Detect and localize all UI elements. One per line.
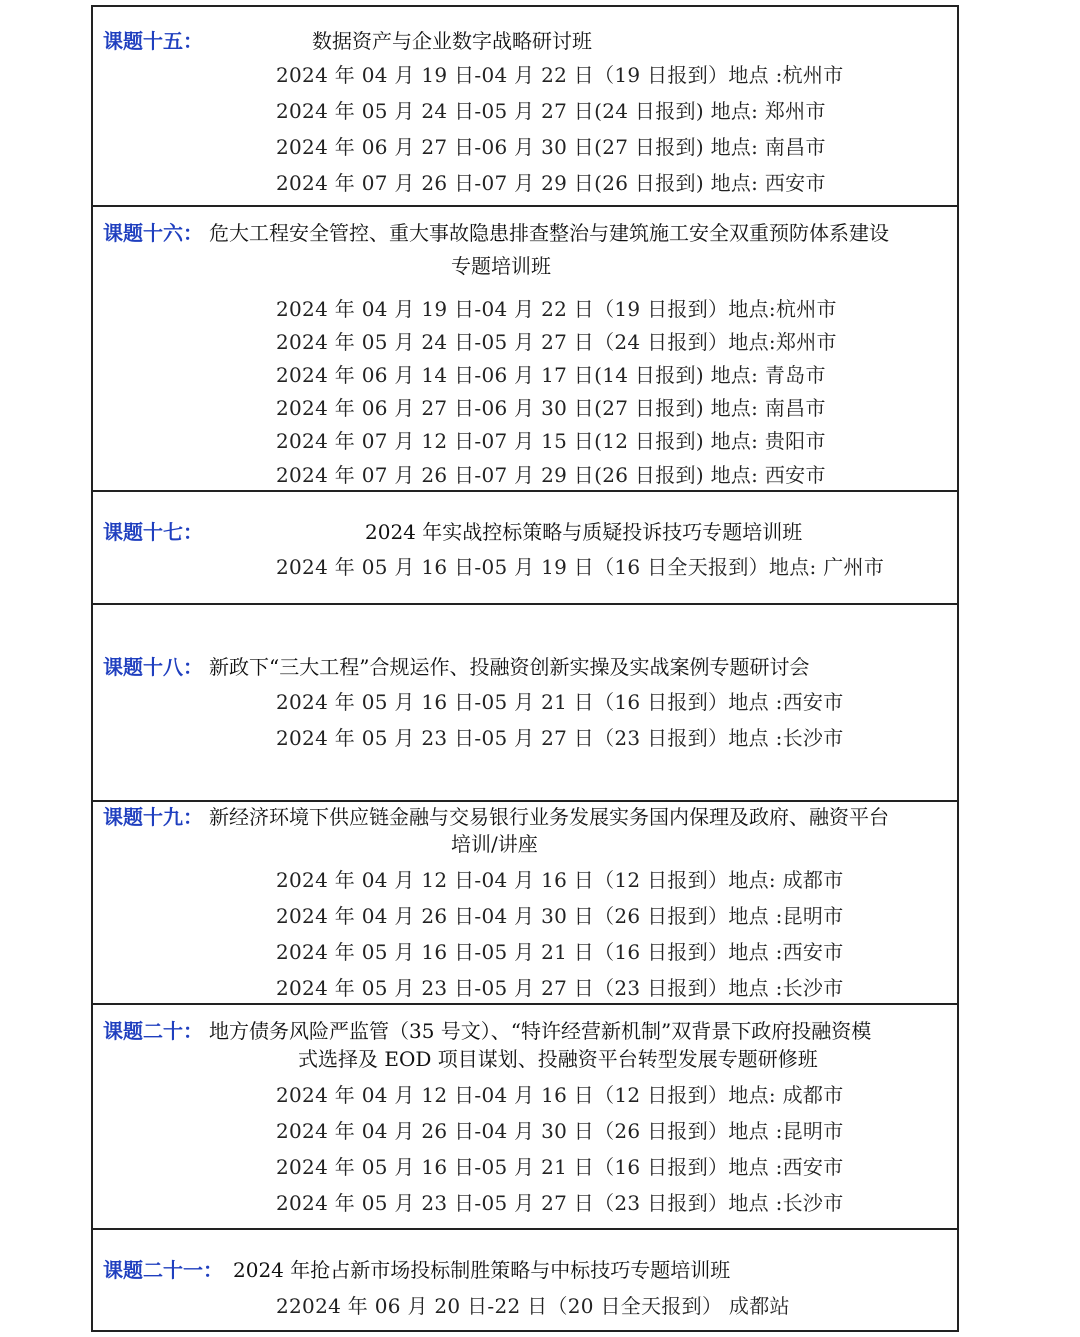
course-table (91, 5, 959, 1332)
schedule-line: 2024 年 04 月 19 日-04 月 22 日（19 日报到）地点 :杭州市 (276, 63, 844, 87)
course-title: 危大工程安全管控、重大事故隐患排查整治与建筑施工安全双重预防体系建设 (209, 221, 889, 245)
course-label: 课题十七： (103, 520, 203, 544)
schedule-line: 2024 年 05 月 24 日-05 月 27 日（24 日报到）地点:郑州市 (276, 330, 837, 354)
schedule-line: 2024 年 07 月 26 日-07 月 29 日(26 日报到) 地点: 西安市 (276, 171, 826, 195)
course-label: 课题二十一： (103, 1258, 223, 1282)
schedule-line: 2024 年 04 月 19 日-04 月 22 日（19 日报到）地点:杭州市 (276, 297, 837, 321)
course-section-15 (93, 7, 957, 205)
course-title-line2: 专题培训班 (451, 254, 551, 278)
course-title: 2024 年抢占新市场投标制胜策略与中标技巧专题培训班 (233, 1258, 731, 1282)
course-label: 课题十八： (103, 655, 203, 679)
schedule-line: 2024 年 05 月 16 日-05 月 21 日（16 日报到）地点 :西安市 (276, 1155, 844, 1179)
schedule-line: 2024 年 06 月 14 日-06 月 17 日(14 日报到) 地点: 青岛市 (276, 363, 826, 387)
schedule-line: 2024 年 04 月 12 日-04 月 16 日（12 日报到）地点: 成都市 (276, 868, 844, 892)
course-section-17 (93, 490, 957, 603)
course-label: 课题十六： (103, 221, 203, 245)
schedule-line: 2024 年 05 月 16 日-05 月 21 日（16 日报到）地点 :西安市 (276, 690, 844, 714)
schedule-line: 2024 年 06 月 27 日-06 月 30 日(27 日报到) 地点: 南昌市 (276, 135, 826, 159)
schedule-line: 2024 年 05 月 23 日-05 月 27 日（23 日报到）地点 :长沙市 (276, 726, 844, 750)
course-title: 新经济环境下供应链金融与交易银行业务发展实务国内保理及政府、融资平台 (209, 805, 889, 829)
schedule-line: 2024 年 05 月 23 日-05 月 27 日（23 日报到）地点 :长沙市 (276, 976, 844, 1000)
schedule-line: 2024 年 05 月 16 日-05 月 21 日（16 日报到）地点 :西安市 (276, 940, 844, 964)
course-label: 课题二十： (103, 1019, 203, 1043)
course-title: 数据资产与企业数字战略研讨班 (312, 29, 592, 53)
course-section-16 (93, 205, 957, 490)
schedule-line: 2024 年 04 月 26 日-04 月 30 日（26 日报到）地点 :昆明市 (276, 1119, 844, 1143)
course-label: 课题十九： (103, 805, 203, 829)
course-section-20 (93, 1003, 957, 1228)
course-title-line2: 培训/讲座 (451, 832, 538, 856)
course-title: 2024 年实战控标策略与质疑投诉技巧专题培训班 (365, 520, 803, 544)
schedule-line: 2024 年 04 月 12 日-04 月 16 日（12 日报到）地点: 成都市 (276, 1083, 844, 1107)
schedule-line: 22024 年 06 月 20 日-22 日（20 日全天报到） 成都站 (276, 1294, 790, 1318)
schedule-line: 2024 年 06 月 27 日-06 月 30 日(27 日报到) 地点: 南昌市 (276, 396, 826, 420)
schedule-line: 2024 年 05 月 24 日-05 月 27 日(24 日报到) 地点: 郑州市 (276, 99, 826, 123)
course-section-19 (93, 800, 957, 1003)
schedule-line: 2024 年 05 月 23 日-05 月 27 日（23 日报到）地点 :长沙市 (276, 1191, 844, 1215)
course-title-line2: 式选择及 EOD 项目谋划、投融资平台转型发展专题研修班 (298, 1047, 818, 1071)
course-title: 新政下“三大工程”合规运作、投融资创新实操及实战案例专题研讨会 (209, 655, 810, 679)
schedule-line: 2024 年 05 月 16 日-05 月 19 日（16 日全天报到）地点: 广州市 (276, 555, 885, 579)
course-title: 地方债务风险严监管（35 号文）、“特许经营新机制”双背景下政府投融资模 (209, 1019, 872, 1043)
schedule-line: 2024 年 07 月 26 日-07 月 29 日(26 日报到) 地点: 西安市 (276, 463, 826, 487)
schedule-line: 2024 年 04 月 26 日-04 月 30 日（26 日报到）地点 :昆明市 (276, 904, 844, 928)
course-label: 课题十五： (103, 29, 203, 53)
course-section-18 (93, 603, 957, 800)
schedule-line: 2024 年 07 月 12 日-07 月 15 日(12 日报到) 地点: 贵阳市 (276, 429, 826, 453)
course-section-21 (93, 1228, 957, 1330)
